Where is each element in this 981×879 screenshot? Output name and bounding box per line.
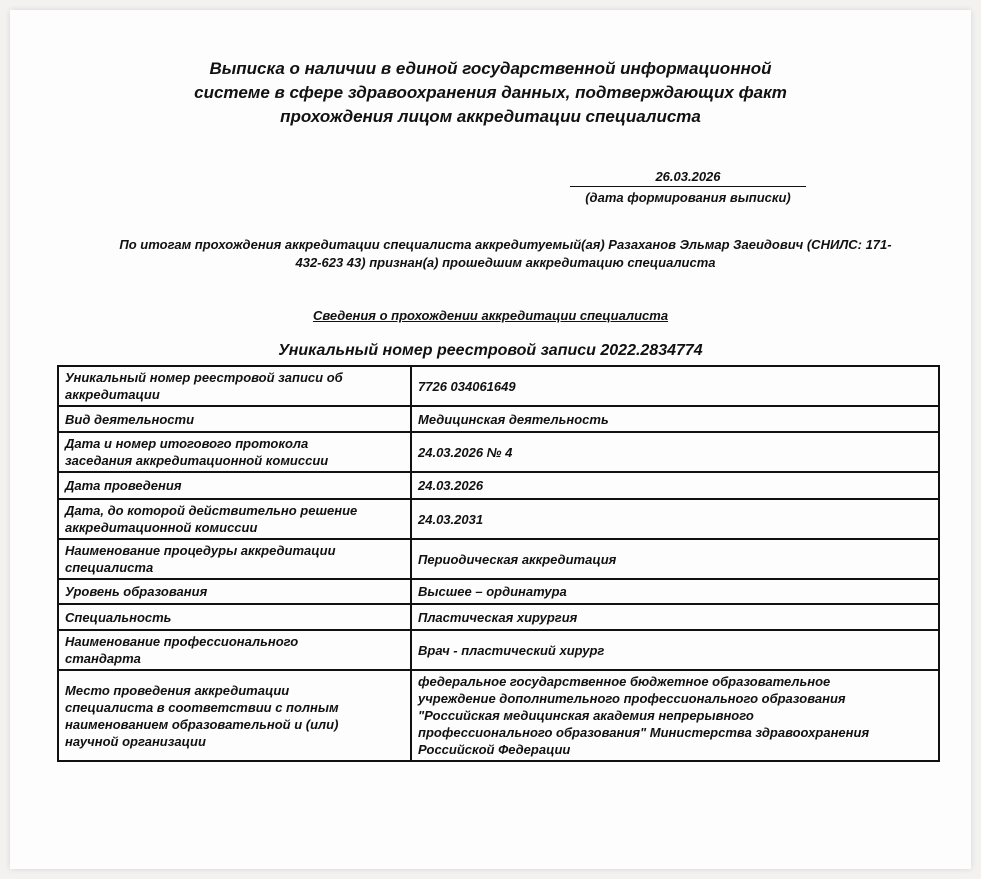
- document-title: [10, 57, 971, 129]
- label-line: специалиста в соответствии с полным: [65, 699, 339, 715]
- formation-date-block: [570, 168, 806, 207]
- value-line: 24.03.2026 № 4: [418, 444, 513, 460]
- label-line: специалиста: [65, 560, 154, 575]
- row-value: [411, 499, 939, 539]
- label-line: Наименование процедуры аккредитации: [65, 543, 336, 558]
- label-line: Специальность: [65, 609, 172, 625]
- value-line: учреждение дополнительного профессионального образования: [418, 691, 846, 706]
- row-value: [411, 539, 939, 579]
- value-line: профессионального образования" Министерства здравоохранения: [418, 725, 870, 740]
- formation-date: 26.03.2026: [570, 168, 806, 187]
- label-line: Дата проведения: [65, 478, 182, 493]
- document-title-line: Выписка о наличии в единой государственной информационной: [209, 59, 772, 78]
- row-label: [58, 539, 411, 579]
- row-label: [58, 472, 411, 499]
- row-label: [58, 630, 411, 670]
- row-value: [411, 604, 939, 630]
- row-value: [411, 366, 939, 406]
- value-line: Высшее – ординатура: [418, 584, 567, 599]
- table-row: [58, 670, 939, 761]
- value-line: Периодическая аккредитация: [418, 551, 617, 567]
- table-row: [58, 604, 939, 630]
- statement-line: По итогам прохождения аккредитации специалиста аккредитуемый(ая) Разаханов Эльмар Заеидович (СНИЛС: 171-: [119, 237, 892, 252]
- value-line: 24.03.2026: [418, 478, 484, 493]
- section-heading-text: Сведения о прохождении аккредитации специалиста: [312, 308, 669, 323]
- label-line: Уровень образования: [65, 584, 208, 599]
- row-label: [58, 432, 411, 472]
- accreditation-details-table: [57, 365, 940, 762]
- label-line: аккредитации: [65, 387, 160, 402]
- value-line: федеральное государственное бюджетное образовательное: [418, 674, 831, 689]
- table-row: [58, 406, 939, 432]
- row-label: [58, 670, 411, 761]
- row-value: [411, 406, 939, 432]
- row-label: [58, 579, 411, 604]
- table-row: [58, 539, 939, 579]
- row-label: [58, 499, 411, 539]
- row-value: [411, 670, 939, 761]
- label-line: научной организации: [65, 733, 206, 749]
- label-line: наименованием образовательной и (или): [65, 716, 339, 732]
- value-line: 7726 034061649: [418, 378, 516, 394]
- row-value: [411, 630, 939, 670]
- label-line: заседания аккредитационной комиссии: [65, 453, 329, 468]
- registry-number-heading: Уникальный номер реестровой записи 2022.2834774: [278, 342, 703, 359]
- value-line: Медицинская деятельность: [418, 411, 609, 427]
- table-row: [58, 579, 939, 604]
- row-value: [411, 432, 939, 472]
- label-line: аккредитационной комиссии: [65, 520, 258, 535]
- table-row: [58, 630, 939, 670]
- value-line: "Российская медицинская академия непрерывного: [418, 708, 754, 723]
- row-value: [411, 472, 939, 499]
- label-line: Вид деятельности: [65, 411, 195, 427]
- document-title-line: системе в сфере здравоохранения данных, подтверждающих факт: [194, 83, 787, 102]
- label-line: Наименование профессионального: [65, 634, 299, 649]
- label-line: Дата, до которой действительно решение: [65, 503, 358, 518]
- label-line: Место проведения аккредитации: [65, 682, 290, 698]
- label-line: Дата и номер итогового протокола: [65, 436, 309, 451]
- document-title-line: прохождения лицом аккредитации специалиста: [280, 107, 701, 126]
- row-label: [58, 366, 411, 406]
- table-row: [58, 472, 939, 499]
- value-line: Пластическая хирургия: [418, 609, 578, 625]
- row-value: [411, 579, 939, 604]
- value-line: 24.03.2031: [418, 511, 484, 527]
- value-line: Российской Федерации: [418, 742, 571, 757]
- section-heading: [10, 307, 971, 325]
- statement-line: 432-623 43) признан(а) прошедшим аккредитацию специалиста: [295, 255, 716, 270]
- label-line: стандарта: [65, 651, 141, 666]
- label-line: Уникальный номер реестровой записи об: [65, 370, 343, 385]
- row-label: [58, 604, 411, 630]
- value-line: Врач - пластический хирург: [418, 642, 605, 658]
- table-row: [58, 499, 939, 539]
- formation-date-caption: (дата формирования выписки): [585, 190, 791, 205]
- table-row: [58, 366, 939, 406]
- accreditation-statement: [60, 236, 951, 272]
- table-row: [58, 432, 939, 472]
- row-label: [58, 406, 411, 432]
